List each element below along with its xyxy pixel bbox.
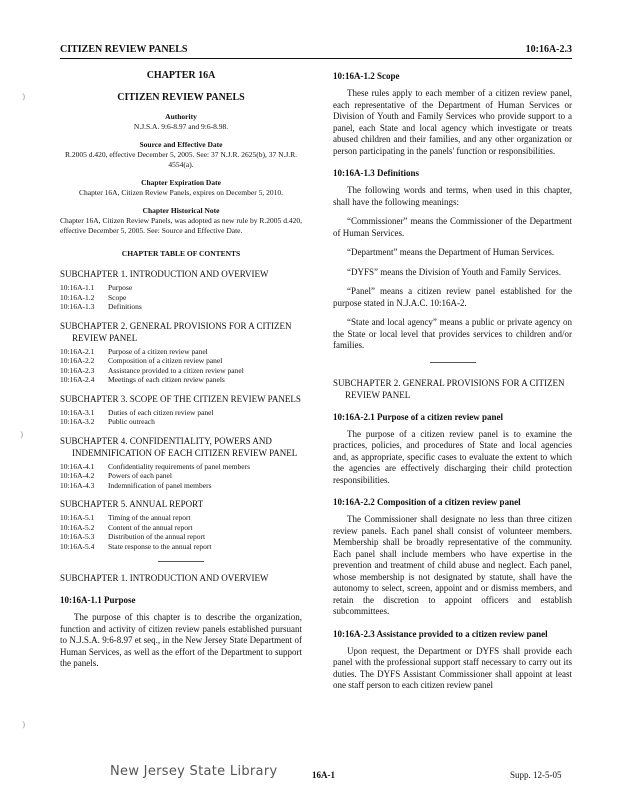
definition-panel: “Panel” means a citizen review panel established for the purpose stated in N.J.A.C. 10:16A-2. (333, 286, 572, 308)
section-2-1-heading: 10:16A-2.1 Purpose of a citizen review panel (333, 411, 504, 422)
section-2-2-heading: 10:16A-2.2 Composition of a citizen review panel (333, 497, 521, 507)
toc-item-title: Meetings of each citizen review panels (108, 375, 225, 384)
divider (430, 362, 476, 363)
toc-item-title: Indemnification of panel members (108, 480, 212, 490)
subchapter-2-heading: SUBCHAPTER 2. GENERAL PROVISIONS FOR A CITIZEN REVIEW PANEL (333, 377, 565, 400)
expiration-text: Chapter 16A, Citizen Review Panels, expires on December 5, 2010. (79, 188, 283, 197)
toc-item-title: Public outreach (108, 417, 155, 426)
punch-hole-mark: ⁾ (20, 431, 24, 446)
toc-item-title: Content of the annual report (108, 522, 193, 532)
toc-item-number: 10:16A-1.2 (60, 292, 95, 302)
definition-department: “Department” means the Department of Human Services. (347, 247, 555, 257)
source-text: R.2005 d.420, effective December 5, 2005. See: 37 N.J.R. 2625(b), 37 N.J.R. 4554(a). (64, 150, 298, 169)
toc-item (60, 532, 302, 542)
section-1-2-text: These rules apply to each member of a citizen review panel, each representative of the Department of Human Services or Division of Youth and Family Services who provide support to a panel, each State and local agency which investigate or treats abused children and their families, and any other organization or person participating in the panels' function or responsibilities. (333, 88, 572, 156)
toc-item-number: 10:16A-5.3 (60, 532, 95, 541)
toc-item (60, 417, 302, 427)
page-number: 16A-1 (312, 770, 335, 780)
toc-item-title: Purpose of a citizen review panel (108, 346, 208, 356)
toc-item-title: State response to the annual report (108, 541, 212, 551)
toc-subchapter-heading: SUBCHAPTER 3. SCOPE OF THE CITIZEN REVIEW PANELS (60, 393, 301, 404)
toc-item-title: Definitions (108, 302, 142, 311)
library-watermark: New Jersey State Library (110, 764, 278, 779)
toc-item-title: Assistance provided to a citizen review panel (108, 365, 244, 375)
definition-state-local-agency: “State and local agency” means a public or private agency on the State or local level that provides services to children and/or families. (333, 317, 572, 350)
toc-item (60, 408, 302, 418)
section-2-1-text: The purpose of a citizen review panel is to examine the practices, policies, and procedures of State and local agencies and, as appropriate, specific cases to evaluate the extent to which the agencies are effectively discharging their child protection responsibilities. (333, 428, 572, 485)
right-column (333, 64, 572, 700)
running-header (60, 44, 572, 58)
toc-item-number: 10:16A-2.4 (60, 375, 95, 384)
table-of-contents (60, 268, 302, 551)
punch-hole-mark: ⁾ (22, 93, 26, 108)
toc-item-title: Powers of each panel (108, 471, 172, 480)
toc-item-number: 10:16A-4.2 (60, 471, 95, 480)
toc-item (60, 293, 302, 303)
toc-item-number: 10:16A-4.1 (60, 461, 95, 471)
toc-item-number: 10:16A-5.1 (60, 513, 95, 522)
toc-item (60, 481, 302, 491)
supplement-date: Supp. 12-5-05 (510, 770, 562, 780)
section-1-1-text: The purpose of this chapter is to describe the organization, function and activity of citizen review panels established pursuant to N.J.S.A. 9:6-8.97 et seq., in the New Jersey State Department of Human Services, as well as the effort of the Department to support the panels. (60, 612, 302, 668)
toc-item-number: 10:16A-1.3 (60, 302, 95, 311)
toc-item (60, 356, 302, 366)
toc-item (60, 283, 302, 293)
toc-item-number: 10:16A-3.1 (60, 407, 95, 417)
toc-item (60, 542, 302, 552)
header-title: CITIZEN REVIEW PANELS (60, 44, 188, 55)
divider (158, 561, 204, 562)
section-2-2-text: The Commissioner shall designate no less than three citizen review panels. Each panel shall consist of volunteer members. Membership shall be broadly representative of the community. Each panel shall include members who have expertise in the prevention and treatment of child abuse and neglect. Each panel, whose membership is not designated by statute, shall have the autonomy to select, screen, appoint and or dismiss members, and retain the discretion to appoint officers and establish subcommittees. (333, 514, 572, 616)
section-1-2-heading: 10:16A-1.2 Scope (333, 71, 400, 81)
toc-item-number: 10:16A-1.1 (60, 283, 95, 292)
history-heading: Chapter Historical Note (142, 206, 220, 215)
toc-item (60, 347, 302, 357)
header-rule (60, 58, 572, 59)
toc-item-number: 10:16A-5.2 (60, 522, 95, 532)
header-section: 10:16A-2.3 (525, 44, 572, 55)
toc-item-number: 10:16A-5.4 (60, 541, 95, 551)
toc-item (60, 302, 302, 312)
toc-item-title: Confidentiality requirements of panel members (108, 461, 251, 471)
section-1-1-heading: 10:16A-1.1 Purpose (60, 595, 136, 605)
definition-commissioner: “Commissioner” means the Commissioner of the Department of Human Services. (333, 216, 572, 238)
toc-item-number: 10:16A-2.2 (60, 356, 95, 365)
toc-item-title: Composition of a citizen review panel (108, 356, 223, 365)
toc-item-title: Duties of each citizen review panel (108, 407, 214, 417)
toc-item-number: 10:16A-4.3 (60, 480, 95, 490)
left-column (60, 64, 302, 678)
definition-dyfs: “DYFS” means the Division of Youth and Family Services. (347, 266, 561, 277)
expiration-heading: Chapter Expiration Date (141, 178, 221, 187)
toc-item-number: 10:16A-3.2 (60, 417, 95, 426)
chapter-number: CHAPTER 16A (146, 70, 216, 81)
toc-item (60, 375, 302, 385)
toc-subchapter-heading: SUBCHAPTER 1. INTRODUCTION AND OVERVIEW (60, 269, 269, 279)
section-2-3-text: Upon request, the Department or DYFS shall provide each panel with the professional support staff necessary to carry out its duties. The DYFS Assistant Commissioner shall appoint at least one staff person to each citizen review panel (333, 645, 572, 690)
section-1-3-heading: 10:16A-1.3 Definitions (333, 168, 419, 178)
toc-subchapter-heading: SUBCHAPTER 5. ANNUAL REPORT (60, 499, 204, 509)
toc-heading: CHAPTER TABLE OF CONTENTS (121, 249, 241, 258)
toc-item (60, 513, 302, 523)
toc-item (60, 523, 302, 533)
subchapter-1-heading: SUBCHAPTER 1. INTRODUCTION AND OVERVIEW (60, 573, 269, 583)
chapter-title: CITIZEN REVIEW PANELS (117, 92, 245, 103)
toc-item (60, 471, 302, 481)
toc-item (60, 366, 302, 376)
section-2-3-heading: 10:16A-2.3 Assistance provided to a citizen review panel (333, 628, 548, 639)
section-1-3-intro: The following words and terms, when used in this chapter, shall have the following meanings: (333, 185, 572, 207)
toc-subchapter-heading: SUBCHAPTER 4. CONFIDENTIALITY, POWERS AND INDEMNIFICATION OF EACH CITIZEN REVIEW PANEL (60, 435, 298, 458)
toc-subchapter-heading: SUBCHAPTER 2. GENERAL PROVISIONS FOR A CITIZEN REVIEW PANEL (60, 320, 292, 343)
toc-item-number: 10:16A-2.3 (60, 365, 95, 375)
toc-item (60, 462, 302, 472)
toc-item-title: Distribution of the annual report (108, 532, 206, 541)
toc-item-number: 10:16A-2.1 (60, 346, 95, 356)
history-text: Chapter 16A, Citizen Review Panels, was adopted as new rule by R.2005 d.420, effective December 5, 2005. See: Source and Effective Date. (60, 216, 302, 235)
toc-item-title: Timing of the annual report (108, 513, 191, 522)
authority-text: N.J.S.A. 9:6-8.97 and 9:6-8.98. (133, 122, 229, 131)
toc-item-title: Purpose (108, 283, 133, 292)
authority-heading: Authority (165, 112, 197, 121)
source-heading: Source and Effective Date (139, 140, 223, 149)
punch-hole-mark: ⁾ (22, 721, 26, 736)
toc-item-title: Scope (108, 292, 127, 302)
